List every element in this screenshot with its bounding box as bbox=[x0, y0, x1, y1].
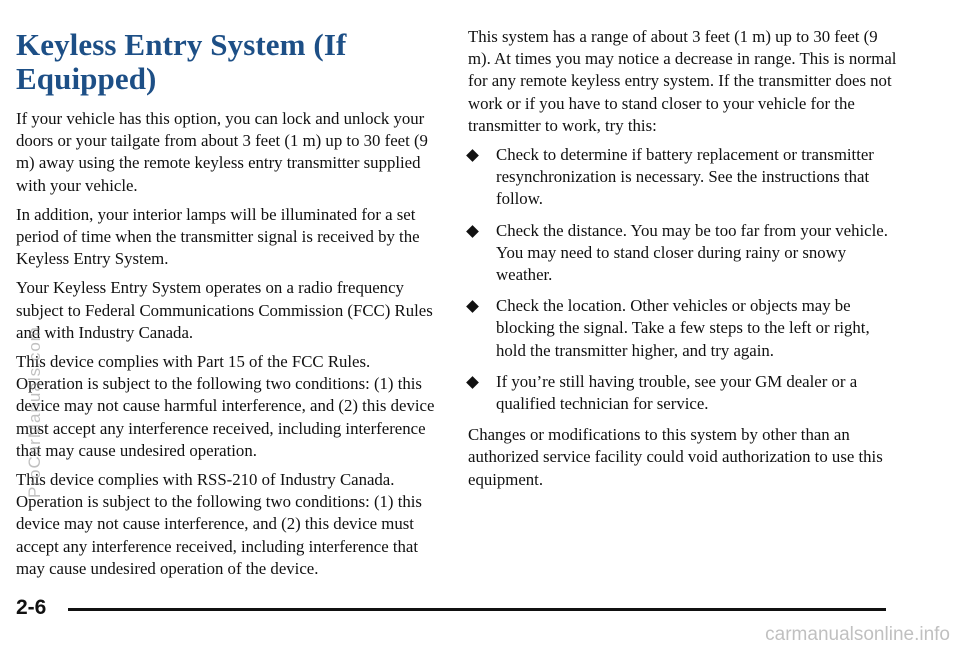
paragraph-industry-canada: This device complies with RSS-210 of Industry Canada. Operation is subject to the following two conditions: (1) this device may not cause interference, and (2) this device must accept any interference received, including interference that may cause undesired operation of the device. bbox=[16, 470, 422, 578]
list-item bbox=[468, 371, 898, 415]
diamond-bullet-icon bbox=[466, 149, 479, 162]
diamond-bullet-icon bbox=[466, 376, 479, 389]
paragraph-range-intro: This system has a range of about 3 feet (1 m) up to 30 feet (9 m). At times you may notice a decrease in range. This is normal for any remote keyless entry system. If the transmitter does not work or if you have to stand closer to your vehicle for the transmitter to work, try this: bbox=[468, 27, 897, 135]
side-watermark-text: ProCarManuals.com bbox=[25, 326, 44, 498]
paragraph-option-range: If your vehicle has this option, you can lock and unlock your doors or your tailgate from about 3 feet (1 m) up to 30 feet (9 m) away using the remote keyless entry transmitter supplied with your vehicle. bbox=[16, 109, 428, 195]
paragraph-modifications-warning: Changes or modifications to this system by other than an authorized service facility could void authorization to use this equipment. bbox=[468, 425, 883, 489]
paragraph-interior-lamps: In addition, your interior lamps will be illuminated for a set period of time when the transmitter signal is received by the Keyless Entry System. bbox=[16, 204, 420, 269]
list-item-text: Check to determine if battery replacement or transmitter resynchronization is necessary. See the instructions that follow. bbox=[496, 145, 874, 209]
list-item bbox=[468, 295, 898, 362]
paragraph-fcc-rules: This device complies with Part 15 of the FCC Rules. Operation is subject to the following two conditions: (1) this device may not cause harmful interference, and (2) this device must accept any interference received, including interference that may cause undesired operation. bbox=[16, 352, 435, 460]
right-column bbox=[468, 26, 898, 498]
diamond-bullet-icon bbox=[466, 225, 479, 238]
side-watermark bbox=[25, 198, 45, 498]
list-item bbox=[468, 220, 898, 287]
page-footer bbox=[16, 595, 886, 625]
diamond-bullet-icon bbox=[466, 300, 479, 313]
section-heading: Keyless Entry System (If Equipped) bbox=[16, 27, 347, 96]
footer-rule bbox=[68, 608, 886, 611]
list-item-text: Check the location. Other vehicles or objects may be blocking the signal. Take a few steps to the left or right, hold the transmitter higher, and try again. bbox=[496, 296, 870, 360]
paragraph-radio-frequency: Your Keyless Entry System operates on a radio frequency subject to Federal Communications Commission (FCC) Rules and with Industry Canada. bbox=[16, 278, 433, 342]
page-number: 2-6 bbox=[16, 596, 47, 619]
list-item-text: If you’re still having trouble, see your GM dealer or a qualified technician for service. bbox=[496, 371, 858, 414]
left-column bbox=[16, 28, 441, 587]
list-item bbox=[468, 144, 898, 211]
bottom-watermark: carmanualsonline.info bbox=[765, 624, 950, 645]
list-item-text: Check the distance. You may be too far from your vehicle. You may need to stand closer during rainy or snowy weather. bbox=[496, 220, 888, 285]
troubleshooting-list bbox=[468, 144, 898, 415]
